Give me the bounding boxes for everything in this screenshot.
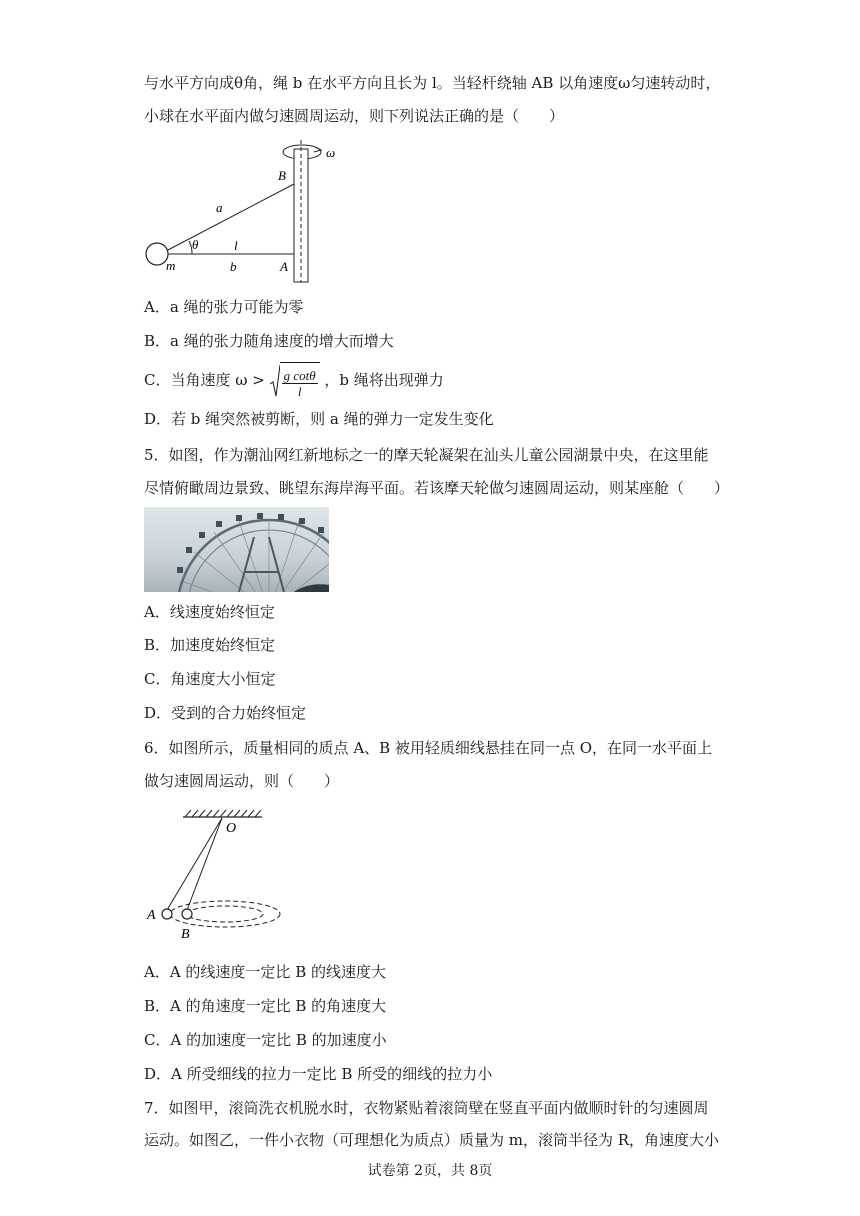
- theta-label: θ: [192, 237, 199, 252]
- q4-stem-line-2: 小球在水平面内做匀速圆周运动，则下列说法正确的是（ ）: [144, 107, 565, 125]
- q4-option-a: A．a 绳的张力可能为零: [144, 298, 304, 316]
- q7-stem-line-2: 运动。如图乙，一件小衣物（可理想化为质点）质量为 m，滚筒半径为 R，角速度大小: [144, 1131, 720, 1149]
- q5-option-c: C．角速度大小恒定: [144, 670, 276, 688]
- q4-option-c-prefix: C．当角速度 ω >: [144, 371, 265, 389]
- q5-stem-line-2: 尽情俯瞰周边景致、眺望东海岸海平面。若该摩天轮做匀速圆周运动，则某座舱（ ）: [144, 479, 730, 497]
- q6-option-d: D．A 所受细线的拉力一定比 B 所受的细线的拉力小: [144, 1065, 493, 1083]
- point-O-label: O: [226, 821, 237, 836]
- ferris-wheel-image: [144, 507, 329, 592]
- q6-option-c: C．A 的加速度一定比 B 的加速度小: [144, 1031, 387, 1049]
- q4-option-d: D．若 b 绳突然被剪断，则 a 绳的弹力一定发生变化: [144, 410, 494, 428]
- q4-option-c-suffix: ，b 绳将出现弹力: [324, 371, 444, 389]
- sqrt-sign-icon: [270, 364, 280, 398]
- q6-option-b: B．A 的角速度一定比 B 的角速度大: [144, 997, 387, 1015]
- q5-option-b: B．加速度始终恒定: [144, 636, 276, 654]
- q5-option-a: A．线速度始终恒定: [144, 603, 275, 621]
- sqrt-fraction: [282, 368, 318, 399]
- q5-option-d: D．受到的合力始终恒定: [144, 704, 307, 722]
- point-A-label: A: [147, 908, 156, 923]
- q6-figure: [140, 805, 290, 945]
- q6-option-a: A．A 的线速度一定比 B 的线速度大: [144, 963, 386, 981]
- omega-label: ω: [326, 145, 336, 160]
- mass-m-label: m: [166, 258, 176, 273]
- fraction-denominator: l: [297, 383, 302, 399]
- sqrt-expression: [270, 362, 320, 400]
- page-footer: 试卷第 2页，共 8页: [367, 1163, 493, 1179]
- q4-option-b: B．a 绳的张力随角速度的增大而增大: [144, 332, 394, 350]
- q4-option-c: [144, 362, 444, 398]
- q6-stem-line-1: 6．如图所示，质量相同的质点 A、B 被用轻质细线悬挂在同一点 O，在同一水平面上: [144, 739, 713, 757]
- point-B-label: B: [278, 168, 286, 183]
- q6-stem-line-2: 做匀速圆周运动，则（ ）: [144, 772, 340, 790]
- point-B-label: B: [181, 927, 190, 942]
- length-l-label: l: [234, 238, 238, 253]
- q4-stem-line-1: 与水平方向成θ角，绳 b 在水平方向且长为 l。当轻杆绕轴 AB 以角速度ω匀速转动时，: [144, 74, 721, 92]
- q5-stem-line-1: 5．如图，作为潮汕网红新地标之一的摩天轮凝架在汕头儿童公园湖景中央，在这里能: [144, 446, 709, 464]
- fraction-numerator: g cotθ: [283, 367, 316, 383]
- rope-b-label: b: [230, 259, 237, 274]
- rope-a-label: a: [216, 200, 223, 215]
- q4-figure: [140, 138, 350, 288]
- point-A-label: A: [280, 259, 288, 274]
- ferris-wheel-photo: [144, 507, 329, 592]
- q7-stem-line-1: 7．如图甲，滚筒洗衣机脱水时，衣物紧贴着滚筒壁在竖直平面内做顺时针的匀速圆周: [144, 1099, 709, 1117]
